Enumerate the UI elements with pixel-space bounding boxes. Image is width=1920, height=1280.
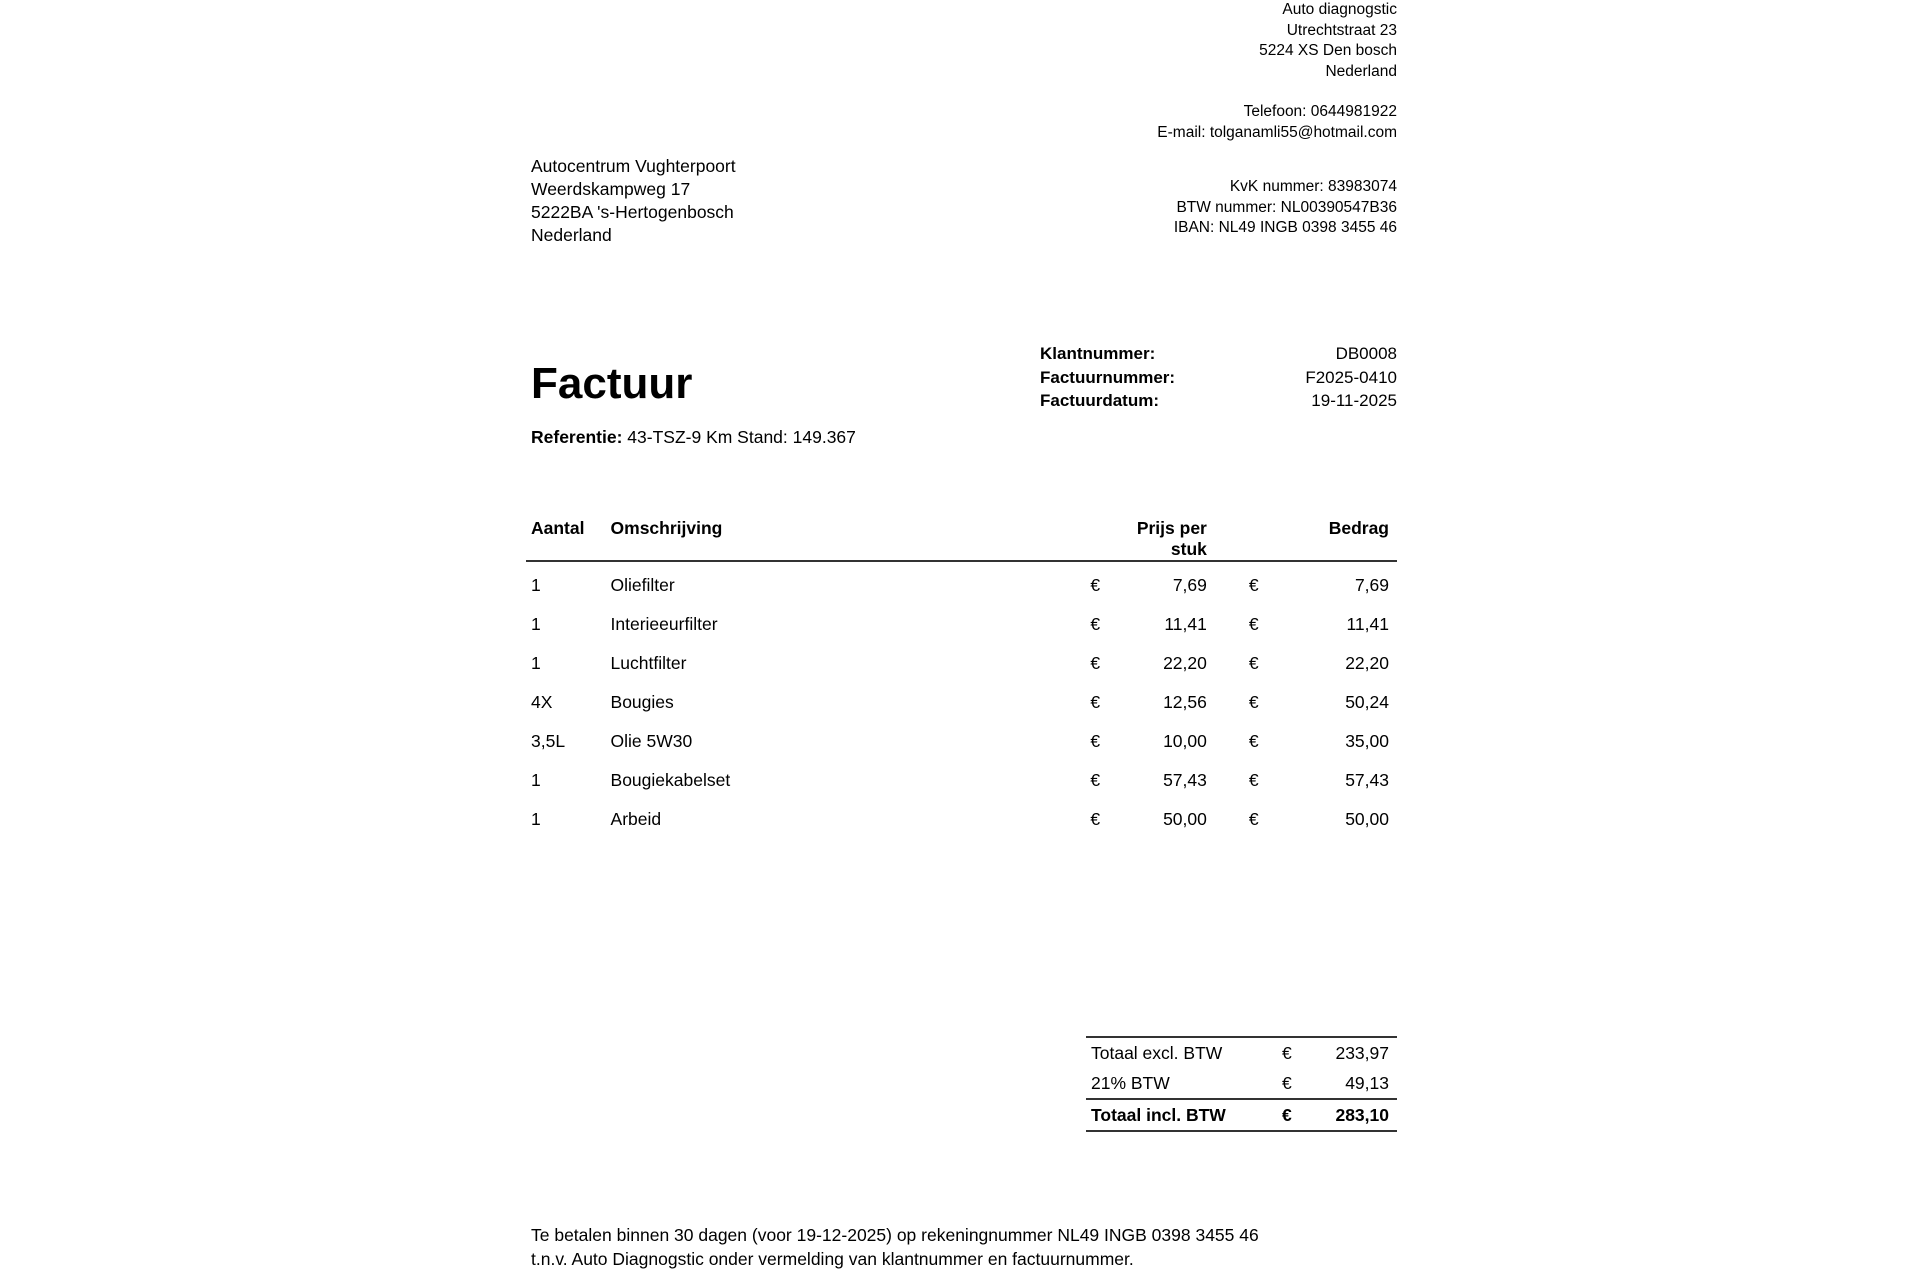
sender-city: 5224 XS Den bosch	[1259, 42, 1397, 59]
vat-row	[1086, 1068, 1397, 1099]
customer-number-value: DB0008	[1335, 344, 1397, 363]
total-excl-label: Totaal excl. BTW	[1086, 1037, 1272, 1068]
currency-symbol: €	[1272, 1068, 1323, 1099]
table-row	[526, 800, 1397, 839]
sender-street: Utrechtstraat 23	[1286, 21, 1397, 39]
table-row	[526, 683, 1397, 722]
row-amount: 35,00	[1345, 731, 1389, 751]
total-excl-row	[1086, 1037, 1397, 1068]
row-amount: 22,20	[1345, 653, 1389, 673]
invoice-meta	[1040, 342, 1397, 413]
currency-symbol: €	[1248, 809, 1259, 829]
currency-symbol: €	[1248, 653, 1259, 673]
total-excl-value: 233,97	[1322, 1037, 1397, 1068]
invoice-lines-table	[526, 515, 1397, 839]
row-qty: 1	[531, 575, 541, 595]
kvk-number: KvK nummer: 83983074	[1229, 178, 1397, 195]
currency-symbol: €	[1272, 1037, 1323, 1068]
row-amount: 11,41	[1346, 614, 1389, 634]
row-price: 57,43	[1163, 770, 1207, 790]
invoice-date-row	[1040, 389, 1397, 413]
header-qty: Aantal	[526, 515, 611, 561]
table-row	[526, 644, 1397, 683]
row-amount: 7,69	[1354, 575, 1389, 595]
payment-terms-line-2: t.n.v. Auto Diagnogstic onder vermelding van klantnummer en factuurnummer.	[531, 1249, 1134, 1269]
btw-number: BTW nummer: NL00390547B36	[1176, 198, 1397, 216]
currency-symbol: €	[1090, 653, 1101, 673]
currency-symbol: €	[1090, 731, 1101, 751]
recipient-city: 5222BA 's-Hertogenbosch	[531, 202, 734, 222]
invoice-page	[531, 0, 1397, 1280]
recipient-country: Nederland	[531, 225, 612, 245]
row-amount: 50,24	[1345, 692, 1389, 712]
invoice-date-label: Factuurdatum:	[1040, 391, 1159, 410]
row-price: 12,56	[1163, 692, 1207, 712]
sender-phone: Telefoon: 0644981922	[1243, 103, 1397, 120]
table-row	[526, 761, 1397, 800]
row-qty: 1	[531, 653, 541, 673]
currency-symbol: €	[1248, 731, 1259, 751]
customer-number-label: Klantnummer:	[1040, 344, 1156, 363]
row-qty: 4X	[531, 692, 553, 712]
iban-number: IBAN: NL49 INGB 0398 3455 46	[1173, 219, 1397, 236]
total-incl-label: Totaal incl. BTW	[1086, 1099, 1272, 1131]
invoice-number-row	[1040, 366, 1397, 390]
currency-symbol: €	[1090, 575, 1101, 595]
currency-symbol: €	[1090, 614, 1101, 634]
row-description: Interieeurfilter	[610, 614, 718, 634]
row-amount: 57,43	[1345, 770, 1389, 790]
invoice-date-value: 19-11-2025	[1311, 391, 1397, 410]
vat-label: 21% BTW	[1091, 1072, 1170, 1093]
sender-address	[1157, 0, 1397, 143]
header-description: Omschrijving	[611, 515, 1091, 561]
totals-table	[1086, 1036, 1397, 1132]
row-amount: 50,00	[1345, 809, 1389, 829]
currency-symbol: €	[1090, 692, 1101, 712]
currency-symbol: €	[1090, 770, 1101, 790]
row-price: 50,00	[1163, 809, 1207, 829]
row-qty: 1	[531, 809, 541, 829]
vat-value: 49,13	[1345, 1072, 1389, 1093]
row-qty: 3,5L	[531, 731, 566, 751]
currency-symbol: €	[1248, 692, 1259, 712]
recipient-name: Autocentrum Vughterpoort	[531, 156, 736, 176]
row-description: Bougiekabelset	[610, 770, 731, 790]
currency-symbol: €	[1248, 575, 1259, 595]
total-incl-row	[1086, 1099, 1397, 1131]
reference-value: 43-TSZ-9 Km Stand: 149.367	[627, 427, 856, 447]
invoice-number-label: Factuurnummer:	[1040, 367, 1176, 387]
sender-email: E-mail: tolganamli55@hotmail.com	[1157, 123, 1397, 141]
row-description: Olie 5W30	[610, 731, 693, 751]
total-incl-value: 283,10	[1322, 1099, 1397, 1131]
row-price: 11,41	[1164, 614, 1207, 634]
row-price: 22,20	[1163, 653, 1207, 673]
currency-symbol: €	[1272, 1099, 1323, 1131]
currency-symbol: €	[1090, 809, 1101, 829]
recipient-street: Weerdskampweg 17	[531, 179, 691, 199]
reference	[531, 426, 856, 448]
row-qty: 1	[531, 770, 541, 790]
row-qty: 1	[531, 614, 541, 634]
reference-label: Referentie:	[531, 427, 623, 447]
recipient-address	[531, 155, 736, 247]
invoice-number-value: F2025-0410	[1305, 367, 1397, 387]
table-row	[526, 605, 1397, 644]
payment-terms	[531, 1223, 1259, 1271]
header-price: Prijs per stuk	[1129, 515, 1207, 561]
row-description: Luchtfilter	[610, 653, 687, 673]
sender-country: Nederland	[1325, 62, 1397, 80]
row-price: 7,69	[1172, 575, 1207, 595]
table-row	[526, 722, 1397, 761]
currency-symbol: €	[1248, 770, 1259, 790]
company-registration	[1174, 177, 1397, 239]
row-description: Arbeid	[610, 809, 662, 829]
currency-symbol: €	[1248, 614, 1259, 634]
table-row	[526, 561, 1397, 605]
sender-name: Auto diagnogstic	[1282, 1, 1397, 18]
payment-terms-line-1: Te betalen binnen 30 dagen (voor 19-12-2025) op rekeningnummer NL49 INGB 0398 3455 46	[531, 1225, 1259, 1245]
header-amount: Bedrag	[1287, 515, 1397, 561]
row-description: Oliefilter	[610, 575, 675, 595]
row-price: 10,00	[1163, 731, 1207, 751]
row-description: Bougies	[610, 692, 674, 712]
customer-number-row	[1040, 342, 1397, 366]
page-title: Factuur	[531, 359, 693, 408]
table-header-row	[526, 515, 1397, 561]
